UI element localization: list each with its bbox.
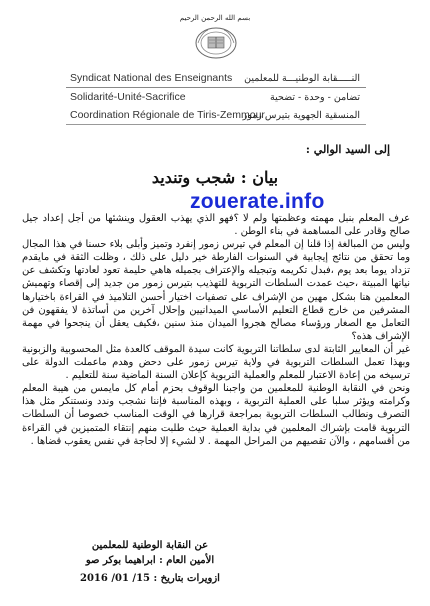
union-emblem-icon bbox=[194, 26, 238, 60]
header-ar-line2: تضامن - وحدة - تضحية bbox=[270, 92, 360, 103]
statement-title: بيان : شجب وتنديد bbox=[151, 168, 279, 187]
header-fr-line1: Syndicat National des Enseignants bbox=[70, 72, 233, 84]
paragraph: غير أن المعايير الثابتة لدى سلطاتنا التربوية كانت سيدة الموقف كالعدة مثل المحسوبية والزبونية وبهذا تعمل السلطات التربوية في ولاية تيرس زمور على دحض وهدم ماعملت الدولة على ترسيخه من إعادة الاعتبار للمعلم والعملية التربوية كإعلان السنة الماضية سنة للتعليم . bbox=[22, 343, 410, 382]
header-ar-line3: المنسقية الجهوية بتيرس زمور bbox=[242, 110, 360, 121]
signature-secretary: الأمين العام : ابراهيما بوكر صو bbox=[85, 555, 215, 566]
addressee: إلى السيد الوالي : bbox=[305, 143, 390, 156]
basmala: بسم الله الرحمن الرحيم bbox=[179, 14, 251, 22]
header-ar-line1: النـــــقابة الوطنيـــة للمعلمين bbox=[244, 73, 360, 84]
signature-date: ازويرات بتاريخ : 15/ 01/ 2016 bbox=[80, 573, 220, 584]
paragraph: وليس من المبالغة إذا قلنا إن المعلم في تيرس زمور إنفرد وتميز وأبلى بلاء حسنا في هذا المجال وما تحقق من نتائج إيجابية في السنوات الفارطة خير دليل على ذلك ، وظلت الثقة في مايقدم تزداد يوما بعد يوم ،فبدل تكريمه وتبجيله والإعتراف بجميله هاهي حليمة تعود لعادتها وتكشف عن نياتها المبيتة ،حيث عمدت السلطات التربوية للتهذيب بتيرس زمور من جديد إلى إقصاء وتهميش المعلمين هنا بشكل مهين من الإشراف على تصفيات اختيار أحسن التلاميذ في القراءة باختيارها المشرفين من خارج قطاع التعليم الأساسي الميدانيين وإحلال آخرين من أساتذة لا يفقهون فن التعامل مع الصغار ورؤساء مصالح هجروا الميدان منذ سنين ،فكيف يعقل أن ينجحوا في مهمة الإشراف هذه؟ bbox=[22, 239, 410, 342]
statement-body bbox=[22, 212, 410, 547]
paragraph: ونحن في النقابة الوطنية للمعلمين من واجبنا الوقوف بحزم أمام كل مايمس من هيبة المعلم وكرامته ويؤثر سلبا على العملية التربوية ، وبهذه المناسبة فإننا نشجب وندد ونستنكر مثل هذا التصرف ونطالب السلطات التربوية بمراجعة قرارها في الوقت المناسب خصوصا أن السلطات التربوية قامت بإشراك المعلمين في بداية العملية حيث طلبت منهم إنتقاء المتميزين في القراءة من أقسامهم ، والآن تقصيهم من المراحل المهمة . لا لشيء إلا لحاجة في نفس يعقوب قضاها . bbox=[22, 383, 410, 447]
header-fr-line2: Solidarité-Unité-Sacrifice bbox=[70, 91, 186, 103]
header-divider-bottom bbox=[66, 124, 366, 125]
header-fr-line3: Coordination Régionale de Tiris-Zemmour bbox=[70, 109, 265, 121]
header-divider-top bbox=[66, 87, 366, 88]
site-watermark: zouerate.info bbox=[190, 190, 325, 213]
signature-org: عن النقابة الوطنية للمعلمين bbox=[91, 540, 209, 551]
paragraph: عرف المعلم بنبل مهمته وعظمتها ولم لا ؟فهو الذي يهذب العقول وينشئها من أجل إعداد جيل صالح وقادر على المساهمة في بناء الوطن . bbox=[22, 213, 410, 238]
